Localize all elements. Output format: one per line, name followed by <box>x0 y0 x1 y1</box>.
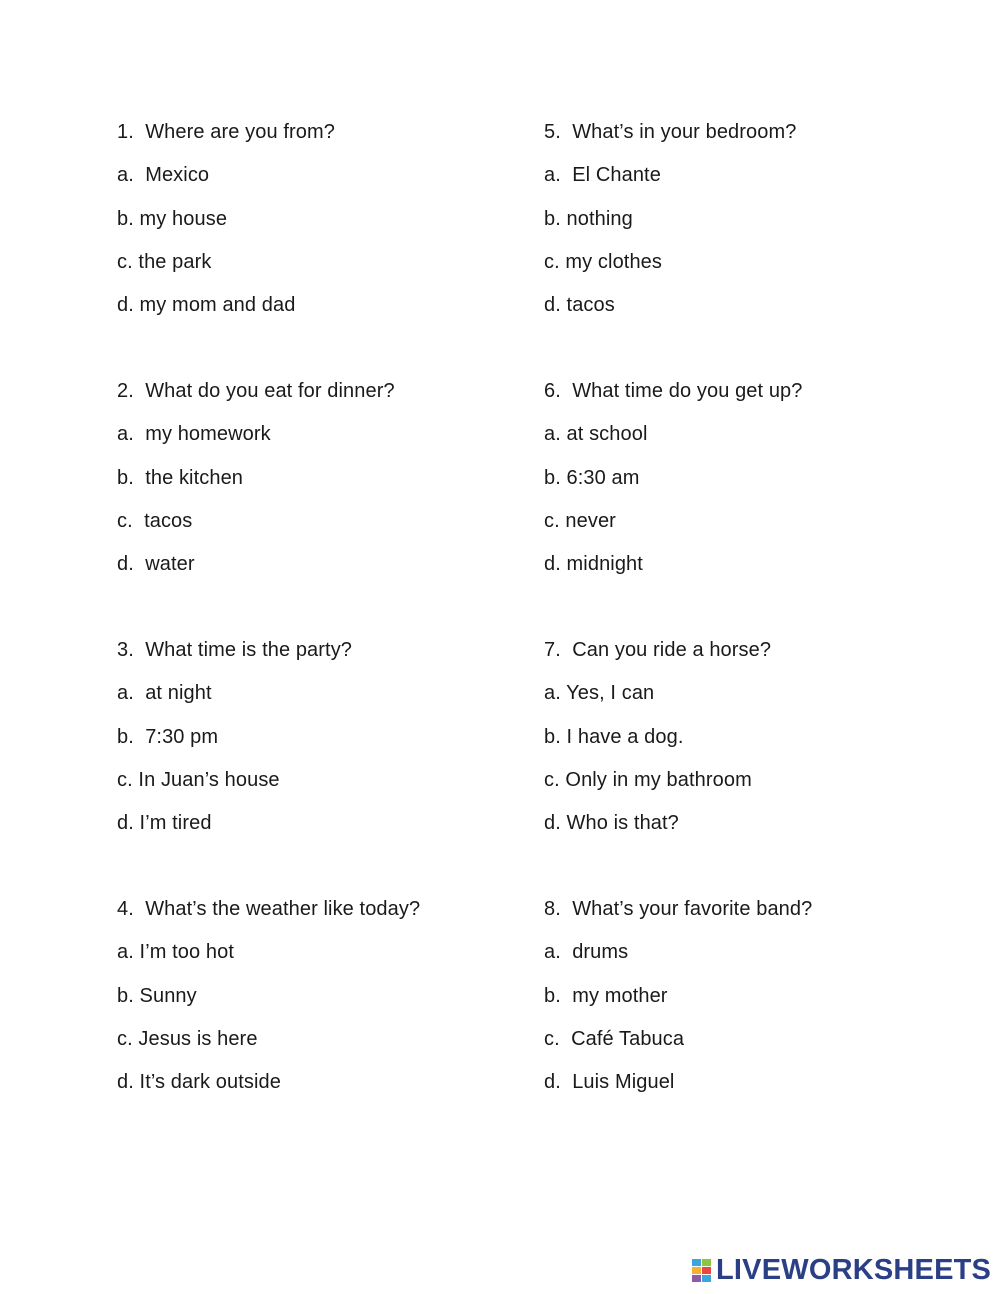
option-d: d. tacos <box>544 294 615 317</box>
option-c: c. Café Tabuca <box>544 1027 685 1050</box>
liveworksheets-logo-icon <box>692 1257 712 1283</box>
option-b: b. nothing <box>544 207 633 230</box>
liveworksheets-brand <box>692 1254 991 1286</box>
option-c: c. In Juan’s house <box>117 768 280 791</box>
brand-name: LIVEWORKSHEETS <box>716 1254 992 1286</box>
option-b: b. 7:30 pm <box>117 725 219 748</box>
option-c: c. the park <box>117 250 212 273</box>
option-c: c. tacos <box>117 509 193 532</box>
question-2 <box>117 376 517 635</box>
question-7 <box>544 635 964 894</box>
option-a: a. Yes, I can <box>544 682 655 705</box>
option-a: a. drums <box>544 941 629 964</box>
question-text: 3. What time is the party? <box>117 639 353 661</box>
question-text: 7. Can you ride a horse? <box>544 639 772 661</box>
option-c: c. never <box>544 509 616 532</box>
option-b: b. 6:30 am <box>544 466 640 489</box>
option-c: c. Jesus is here <box>117 1027 258 1050</box>
option-a: a. at night <box>117 682 212 705</box>
option-b: b. my mother <box>544 984 668 1007</box>
option-d: d. water <box>117 553 195 576</box>
question-text: 4. What’s the weather like today? <box>117 898 421 920</box>
option-a: a. at school <box>544 423 648 446</box>
question-6 <box>544 376 964 635</box>
option-d: d. midnight <box>544 553 643 576</box>
question-8 <box>544 894 964 1153</box>
option-d: d. my mom and dad <box>117 294 296 317</box>
question-text: 8. What’s your favorite band? <box>544 898 813 920</box>
question-text: 2. What do you eat for dinner? <box>117 380 395 402</box>
option-b: b. my house <box>117 207 228 230</box>
option-a: a. I’m too hot <box>117 941 235 964</box>
option-b: b. I have a dog. <box>544 725 684 748</box>
question-1 <box>117 117 517 376</box>
option-d: d. Luis Miguel <box>544 1071 675 1094</box>
option-a: a. Mexico <box>117 164 210 187</box>
option-b: b. Sunny <box>117 984 197 1007</box>
option-c: c. Only in my bathroom <box>544 768 752 791</box>
option-b: b. the kitchen <box>117 466 244 489</box>
question-text: 6. What time do you get up? <box>544 380 803 402</box>
question-text: 5. What’s in your bedroom? <box>544 121 797 143</box>
option-c: c. my clothes <box>544 250 662 273</box>
option-d: d. I’m tired <box>117 812 212 835</box>
question-5 <box>544 117 964 376</box>
question-3 <box>117 635 517 894</box>
option-d: d. Who is that? <box>544 812 679 835</box>
option-a: a. El Chante <box>544 164 661 187</box>
option-a: a. my homework <box>117 423 271 446</box>
question-4 <box>117 894 517 1153</box>
left-question-column <box>117 117 517 1153</box>
option-d: d. It’s dark outside <box>117 1071 281 1094</box>
right-question-column <box>544 117 964 1153</box>
question-text: 1. Where are you from? <box>117 121 335 143</box>
